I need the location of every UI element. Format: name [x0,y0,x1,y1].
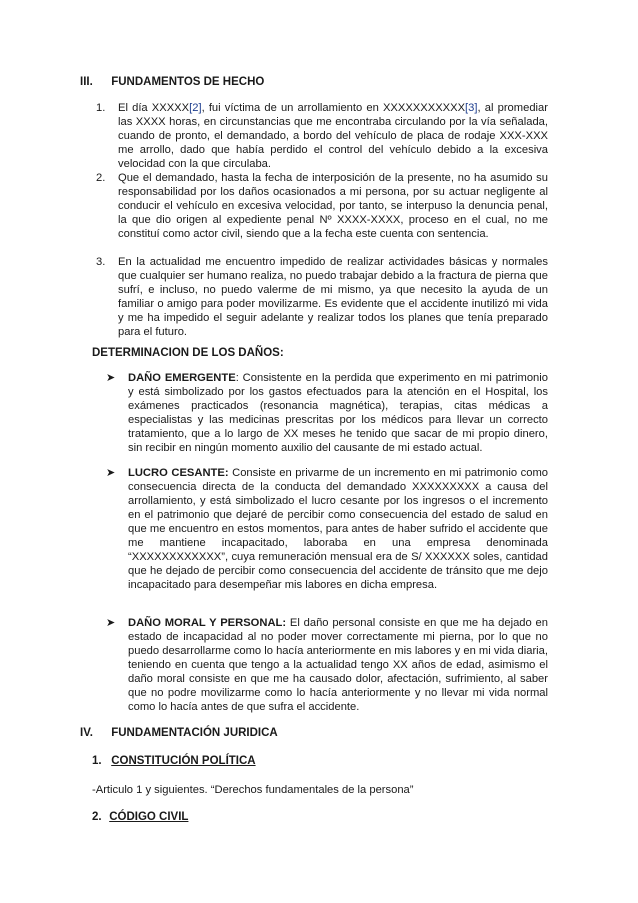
damage-text: : Consistente en la perdida que experimento en mi patrimonio y está simbolizado por los gastos efectuados para la atención en el Hospital, los exámenes practicados (resonancia magnética), terapias, citas médicas a especialistas y las medicinas prescritas por los médicos para llevar un correcto tratamiento, que a lo largo de XX meses he tenido que sacar de mi propio dinero, sin recibir en ningún momento auxilio del causante de mi estado actual. [128,372,548,454]
subsection-codigo-civil [92,810,188,824]
fact-item-1 [96,101,548,171]
item-text: El día XXXXX [118,102,190,114]
section-title: FUNDAMENTOS DE HECHO [111,76,265,88]
damage-bullet-emergente [106,371,548,455]
constitucion-article: -Articulo 1 y siguientes. “Derechos fundamentales de la persona” [92,784,414,796]
damage-text: Consiste en privarme de un incremento en mi patrimonio como consecuencia directa de la conducta del demandado XXXXXXXXX a causa del arrollamiento, y está simbolizado el lucro cesante por los ingresos o el incremento en el patrimonio que dejaré de percibir como consecuencia del estado de salud en que me encuentro en estos momentos, para antes de haber sufrido el accidente que me mantiene incapacitado, laboraba en una empresa denominada “XXXXXXXXXXXX”, cuya remuneración mensual era de S/ XXXXXX soles, cantidad que he dejado de percibir como consecuencia del accidente de tránsito que me dejo incapacitado para desempeñar mis labores en dicha empresa. [128,467,548,591]
damage-bullet-lucro [106,466,548,592]
item-number: 3. [96,256,106,268]
damage-text: El daño personal consiste en que me ha dejado en estado de incapacidad al no poder mover correctamente mi pierna, por lo que no puedo desarrollarme como lo hacía anteriormente en mis labores y en mi vida diaria, teniendo en cuenta que tengo a la actualidad tengo XX años de edad, asimismo el daño moral consiste en que me ha causado dolor, afectación, sufrimiento, al saber que no podre movilizarme como lo hacía anteriormente y no llevar mi vida normal como lo hacía antes de que sufra el accidente. [128,617,548,713]
damage-term: DAÑO EMERGENTE [128,372,236,384]
subsection-number: 1. [92,755,102,767]
subsection-number: 2. [92,811,102,823]
subsection-title: CÓDIGO CIVIL [109,811,189,823]
section-heading-iii [80,75,264,89]
arrow-bullet-icon: ➤ [106,617,116,629]
section-heading-iv [80,726,278,740]
item-text: En la actualidad me encuentro impedido de realizar actividades básicas y normales que cualquier ser humano realiza, no puedo trabajar debido a la fractura de pierna que sufrí, e incluso, no puedo valerme de mi mismo, ya que necesito la ayuda de un familiar o amigo para poder movilizarme. Es evidente que el accidente inutilizó mi vida y me ha impedido el seguir adelante y realizar todos los planes que tenía preparado para el futuro. [118,256,548,338]
footnote-ref-2[interactable]: [2] [189,102,202,114]
section-number: III. [80,76,93,88]
damage-term: DAÑO MORAL Y PERSONAL: [128,617,287,629]
subsection-constitucion [92,754,256,768]
section-title: FUNDAMENTACIÓN JURIDICA [111,727,278,739]
section-number: IV. [80,727,94,739]
item-number: 2. [96,172,106,184]
damages-heading: DETERMINACION DE LOS DAÑOS: [92,347,284,359]
item-number: 1. [96,102,106,114]
damage-term: LUCRO CESANTE: [128,467,229,479]
fact-item-3 [96,255,548,339]
item-text: Que el demandado, hasta la fecha de interposición de la presente, no ha asumido su responsabilidad por los daños ocasionados a mi persona, por su actuar negligente al conducir el vehículo en excesiva velocidad, por tanto, se interpuso la denuncia penal, la que dio origen al expediente penal Nº XXXX-XXXX, proceso en el cual, no me constituí como actor civil, siendo que a la fecha este cuenta con sentencia. [118,172,548,240]
subsection-title: CONSTITUCIÓN POLÍTICA [111,755,256,767]
footnote-ref-3[interactable]: [3] [465,102,478,114]
item-text: , fui víctima de un arrollamiento en XXXXXXXXXXX [201,102,466,114]
item-text: , al promediar las XXXX horas, en circunstancias que me encontraba circulando por la vía señalada, cuando de pronto, el demandado, a bordo del vehículo de placa de rodaje XXX-XXX me arrollo, dado que había perdido el control del vehículo debido a la excesiva velocidad con la que circulaba. [118,102,548,170]
damage-bullet-moral [106,616,548,714]
arrow-bullet-icon: ➤ [106,467,116,479]
arrow-bullet-icon: ➤ [106,372,116,384]
fact-item-2 [96,171,548,241]
